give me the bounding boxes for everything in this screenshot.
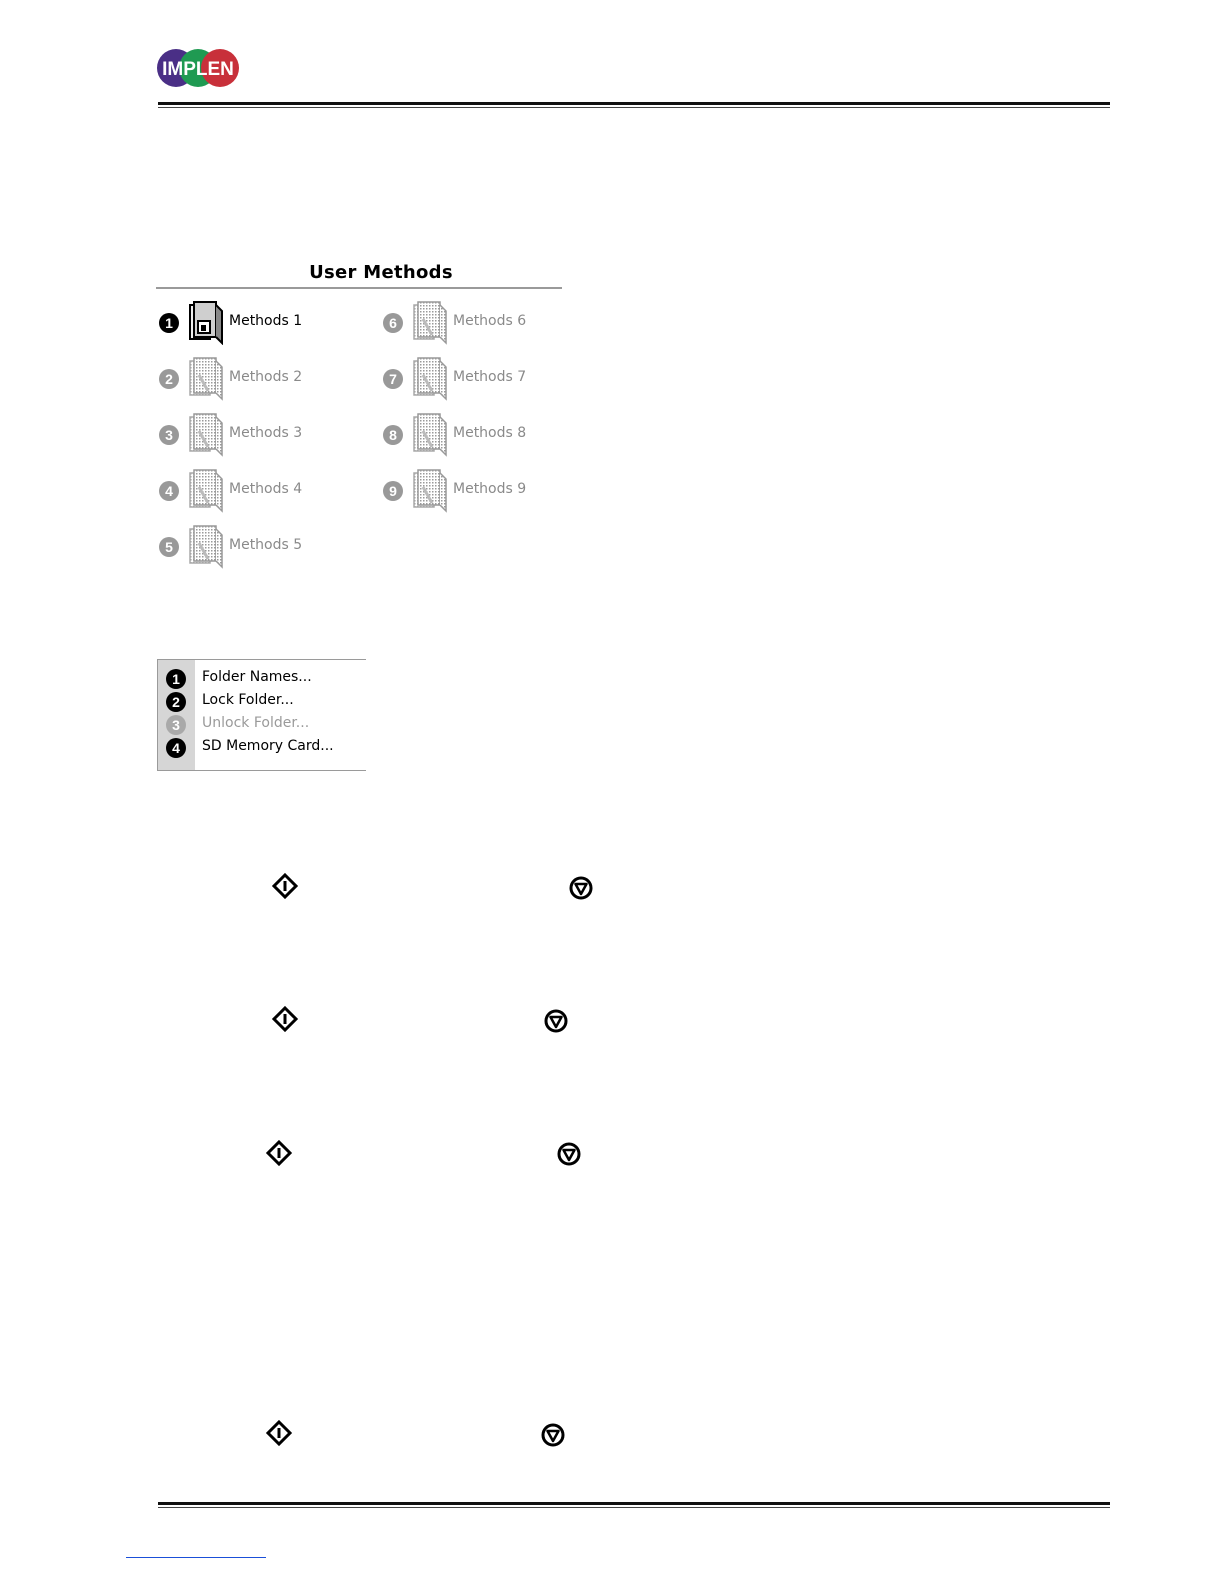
menu-item-4[interactable]: [162, 736, 362, 758]
start-key-icon: [266, 1420, 292, 1446]
svg-text:2: 2: [165, 371, 173, 387]
svg-text:4: 4: [165, 483, 173, 499]
user-methods-title: User Methods: [309, 262, 453, 283]
svg-text:9: 9: [389, 483, 397, 499]
folder-disabled-icon: [408, 299, 454, 345]
folder-label: Methods 9: [453, 481, 527, 497]
stop-key-icon: [568, 875, 594, 901]
number-badge-icon: [158, 368, 180, 390]
methods-folder-4[interactable]: [156, 467, 356, 513]
number-badge-icon: [382, 368, 404, 390]
menu-item-label: Unlock Folder...: [202, 715, 310, 731]
number-badge-icon: [382, 424, 404, 446]
number-badge-icon: [165, 714, 187, 736]
number-badge-icon: [382, 480, 404, 502]
folder-disabled-icon: [408, 411, 454, 457]
svg-text:2: 2: [172, 694, 180, 710]
folder-label: Methods 1: [229, 313, 303, 329]
folder-disabled-icon: [184, 467, 230, 513]
menu-item-label: SD Memory Card...: [202, 738, 334, 754]
folder-label: Methods 5: [229, 537, 303, 553]
logo-text: IMPLEN: [162, 59, 234, 80]
folder-label: Methods 6: [453, 313, 527, 329]
svg-text:6: 6: [389, 315, 397, 331]
footer-link-underline: [126, 1557, 266, 1558]
title-divider: [156, 287, 562, 289]
number-badge-icon: [158, 424, 180, 446]
start-key-icon: [266, 1140, 292, 1166]
user-methods-screen: [156, 258, 564, 578]
number-badge-icon: [158, 312, 180, 334]
methods-folder-1[interactable]: [156, 299, 356, 345]
svg-text:7: 7: [389, 371, 397, 387]
folder-icon: [184, 299, 230, 345]
header-rule: [158, 102, 1110, 105]
menu-item-2[interactable]: [162, 690, 362, 712]
start-key-icon: [272, 1006, 298, 1032]
folder-disabled-icon: [184, 355, 230, 401]
methods-folder-7[interactable]: [380, 355, 580, 401]
svg-text:4: 4: [172, 740, 180, 756]
stop-key-icon: [543, 1008, 569, 1034]
menu-item-3[interactable]: [162, 713, 362, 735]
folder-label: Methods 4: [229, 481, 303, 497]
number-badge-icon: [165, 737, 187, 759]
number-badge-icon: [165, 668, 187, 690]
svg-text:1: 1: [165, 315, 173, 331]
methods-folder-5[interactable]: [156, 523, 356, 569]
svg-text:3: 3: [165, 427, 173, 443]
folder-label: Methods 7: [453, 369, 527, 385]
methods-folder-2[interactable]: [156, 355, 356, 401]
folder-label: Methods 2: [229, 369, 303, 385]
methods-folder-8[interactable]: [380, 411, 580, 457]
methods-folder-3[interactable]: [156, 411, 356, 457]
number-badge-icon: [158, 480, 180, 502]
svg-text:8: 8: [389, 427, 397, 443]
methods-folder-9[interactable]: [380, 467, 580, 513]
folder-label: Methods 8: [453, 425, 527, 441]
stop-key-icon: [556, 1141, 582, 1167]
number-badge-icon: [158, 536, 180, 558]
stop-key-icon: [540, 1422, 566, 1448]
folder-disabled-icon: [184, 523, 230, 569]
number-badge-icon: [165, 691, 187, 713]
folder-disabled-icon: [408, 355, 454, 401]
footer-rule: [158, 1502, 1110, 1505]
svg-text:1: 1: [172, 671, 180, 687]
menu-item-label: Lock Folder...: [202, 692, 294, 708]
menu-item-1[interactable]: [162, 667, 362, 689]
folder-label: Methods 3: [229, 425, 303, 441]
implen-logo: [156, 48, 240, 88]
svg-text:5: 5: [165, 539, 173, 555]
menu-item-label: Folder Names...: [202, 669, 312, 685]
start-key-icon: [272, 873, 298, 899]
folder-disabled-icon: [184, 411, 230, 457]
options-menu: [157, 659, 366, 771]
methods-folder-6[interactable]: [380, 299, 580, 345]
svg-text:3: 3: [172, 717, 180, 733]
number-badge-icon: [382, 312, 404, 334]
folder-disabled-icon: [408, 467, 454, 513]
